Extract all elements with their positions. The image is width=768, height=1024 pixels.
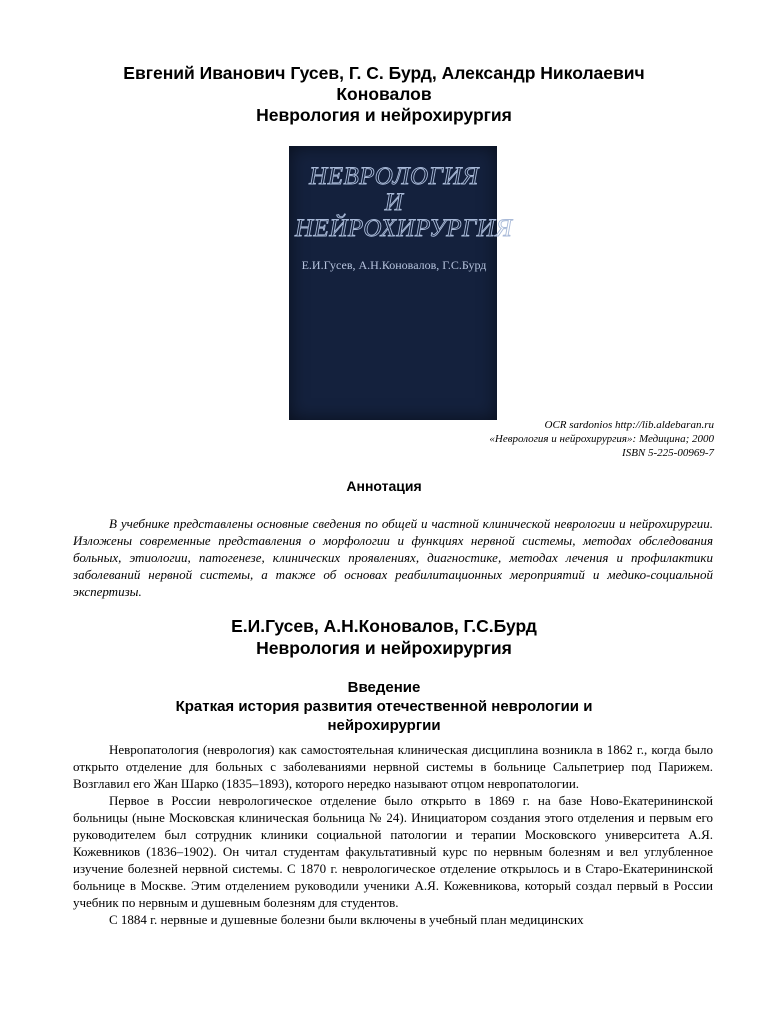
paragraph: Невропатология (неврология) как самостоятельная клиническая дисциплина возникла в 1862 г., когда было открыто отделение для больных с заболеваниями нервной системы в больнице Сальпетриер под Парижем. Возглавил его Жан Шарко (1835–1893), которого нередко называют отцом невропатологии. <box>73 742 713 791</box>
intro-heading: Введение <box>347 679 421 696</box>
paragraph: Первое в России неврологическое отделение было открыто в 1869 г. на базе Ново-Екатерининской больницы (ныне Московская клиническая больница № 24). Инициатором создания этого отделения и первым его руководителем был сотрудник клиники социальной патологии и терапии Московского университета А.Я. Кожевников (1836–1902). Он читал студентам факультативный курс по нервным болезням и вел углубленное изучение болезней нервной системы. С 1870 г. неврологическое отделение открылось и в Старо-Екатерининской больнице в Москве. Этим отделением руководили ученики А.Я. Кожевникова, который создал первый в России учебник по нервным и душевным болезням для студентов. <box>73 793 713 910</box>
book-title-block <box>60 615 708 659</box>
book-cover-image <box>289 146 513 420</box>
ocr-source: OCR sardonios http://lib.aldebaran.ru <box>544 419 714 431</box>
book-authors: Е.И.Гусев, А.Н.Коновалов, Г.С.Бурд <box>231 616 537 636</box>
body-text <box>73 741 713 928</box>
ocr-isbn: ISBN 5-225-00969-7 <box>622 447 714 459</box>
header-book-title: Неврология и нейрохирургия <box>256 105 512 125</box>
header-authors-line1: Евгений Иванович Гусев, Г. С. Бурд, Александр Николаевич <box>123 63 645 83</box>
annotation-title: Аннотация <box>346 478 422 494</box>
ocr-info <box>374 418 714 460</box>
intro-heading-block <box>100 678 668 735</box>
intro-subheading-line1: Краткая история развития отечественной неврологии и <box>175 698 593 715</box>
document-header <box>60 63 708 126</box>
intro-subheading-line2: нейрохирургии <box>327 717 441 734</box>
header-authors-line2: Коновалов <box>336 84 432 104</box>
ocr-publication: «Неврология и нейрохирургия»: Медицина; 2000 <box>489 433 714 445</box>
cover-title-line2: И НЕЙРОХИРУРГИЯ <box>295 189 513 242</box>
paragraph: С 1884 г. нервные и душевные болезни были включены в учебный план медицинских <box>109 912 584 927</box>
book-title: Неврология и нейрохирургия <box>256 638 512 658</box>
cover-authors: Е.И.Гусев, А.Н.Коновалов, Г.С.Бурд <box>301 258 487 272</box>
annotation-text: В учебнике представлены основные сведения по общей и частной клинической неврологии и нейрохирургии. Изложены современные представления о морфологии и функциях нервной системы, методах обследования больных, этиологии, патогенезе, клинических проявлениях, диагностике, методах лечения и профилактики заболеваний нервной системы, а также об основах реабилитационных мероприятий и медико-социальной экспертизы. <box>73 516 713 599</box>
cover-title-line1: НЕВРОЛОГИЯ <box>309 163 479 190</box>
